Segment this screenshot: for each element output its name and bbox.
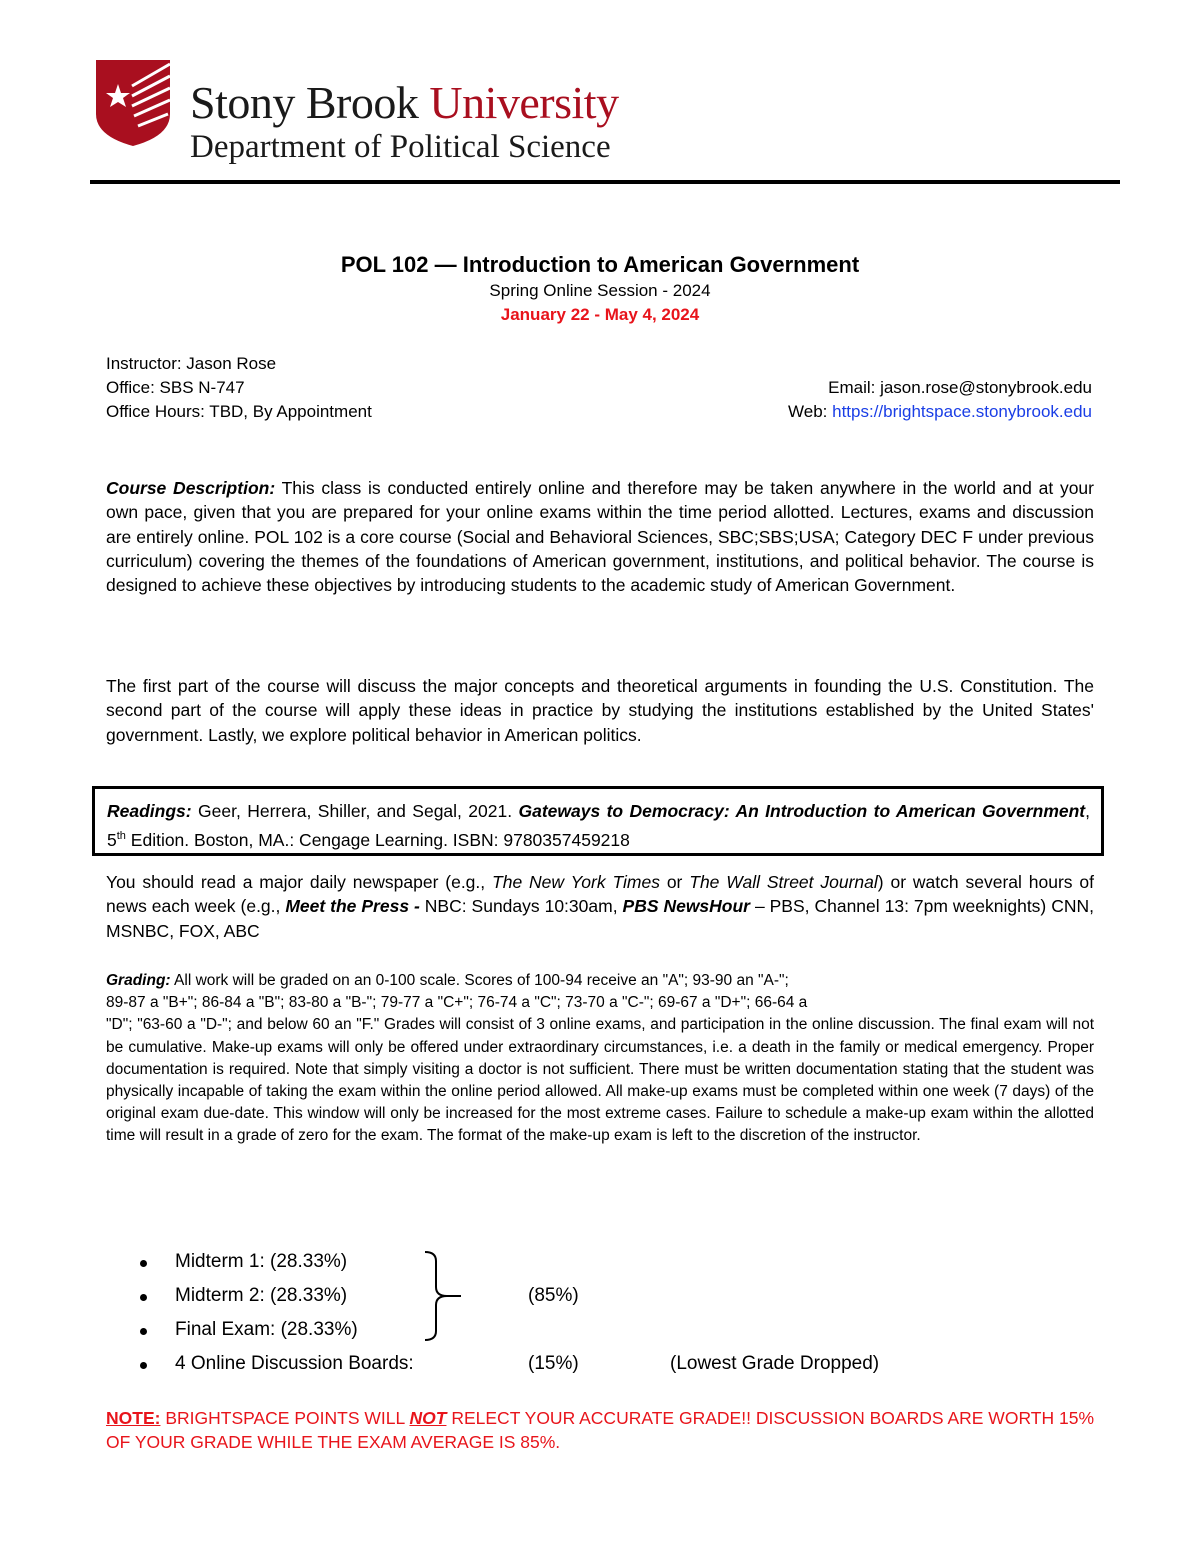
- textbook-title: Gateways to Democracy: An Introduction to American Government: [518, 801, 1086, 821]
- university-shield-logo: [92, 56, 174, 148]
- readings-box: Readings: Geer, Herrera, Shiller, and Segal, 2021. Gateways to Democracy: An Introduction to American Government, 5th Edition. Boston, MA.: Cengage Learning. ISBN: 9780357459218: [92, 786, 1104, 856]
- website-line: Web: https://brightspace.stonybrook.edu: [788, 402, 1092, 421]
- news-paragraph: You should read a major daily newspaper (e.g., The New York Times or The Wall Street Journal) or watch several hours of news each week (e.g., Meet the Press - NBC: Sundays 10:30am, PBS NewsHour – PBS, Channel 13: 7pm weeknights) CNN, MSNBC, FOX, ABC: [106, 872, 1094, 941]
- list-item: 4 Online Discussion Boards: (15%) (Lowest Grade Dropped): [140, 1347, 1100, 1381]
- curly-brace-icon: [423, 1249, 463, 1343]
- course-dates: January 22 - May 4, 2024: [500, 305, 700, 324]
- course-description-text: This class is conducted entirely online and therefore may be taken anywhere in the world and at your own pace, given that you are prepared for your online exams within the time period allotted. Lectures, exams and discussion are entirely online. POL 102 is a core course (Social and Behavioral Sciences, SBC;SBS;USA; Category DEC F under previous curriculum) covering the themes of the foundations of American government, institutions, and political behavior. The course is designed to achieve these objectives by introducing students to the academic study of American Government.: [106, 478, 1094, 596]
- grade-weights-list: [140, 1245, 1100, 1381]
- website-link[interactable]: https://brightspace.stonybrook.edu: [832, 402, 1092, 421]
- course-title: POL 102 — Introduction to American Government: [340, 252, 860, 277]
- office-hours: Office Hours: TBD, By Appointment: [106, 402, 372, 421]
- letterhead: [90, 52, 1120, 192]
- list-item: Midterm 1: (28.33%): [140, 1245, 1100, 1279]
- course-description: [106, 476, 1094, 597]
- readings-label: Readings:: [107, 801, 192, 821]
- department-name: Department of Political Science: [190, 129, 611, 165]
- grading-policy: Grading: All work will be graded on an 0-100 scale. Scores of 100-94 receive an "A"; 93-90 an "A-"; 89-87 a "B+"; 86-84 a "B"; 83-80 a "B-"; 79-77 a "C+"; 76-74 a "C"; 73-70 a "C-"; 69-67 a "D+"; 66-64 a "D"; "63-60 a "D-"; and below 60 an "F." Grades will consist of 3 online exams, and participation in the online discussion. The final exam will not be cumulative. Make-up exams will only be offered under extraordinary circumstances, i.e. a death in the family or medical emergency. Proper documentation is required. Note that simply visiting a doctor is not sufficient. There must be written documentation stating that the student was physically incapable of taking the exam within the online period allowed. All make-up exams must be completed within one week (7 days) of the original exam due-date. This window will only be increased for the most extreme cases. Failure to schedule a make-up exam within the allotted time will result in a grade of zero for the exam. The format of the make-up exam is left to the discretion of the instructor.: [106, 972, 1094, 1145]
- list-item: Midterm 2: (28.33%): [140, 1279, 1100, 1313]
- course-parts-paragraph: The first part of the course will discuss the major concepts and theoretical arguments in founding the U.S. Constitution. The second part of the course will apply these ideas in practice by studying the institutions established by the United States' government. Lastly, we explore political behavior in American politics.: [106, 676, 1094, 745]
- course-description-label: Course Description:: [106, 478, 276, 498]
- course-session: Spring Online Session - 2024: [489, 281, 711, 300]
- title-block: [0, 252, 1200, 326]
- office-location: Office: SBS N-747: [106, 378, 245, 397]
- grading-label: Grading:: [106, 972, 171, 989]
- grade-note: NOTE: BRIGHTSPACE POINTS WILL NOT RELECT YOUR ACCURATE GRADE!! DISCUSSION BOARDS ARE WORTH 15% OF YOUR GRADE WHILE THE EXAM AVERAGE IS 85%.: [106, 1408, 1095, 1452]
- university-name: Stony Brook University: [190, 77, 619, 128]
- instructor-email: Email: jason.rose@stonybrook.edu: [828, 378, 1092, 397]
- exam-total-weight: (85%): [528, 1285, 579, 1306]
- list-item: Final Exam: (28.33%): [140, 1313, 1100, 1347]
- header-rule: [90, 180, 1120, 184]
- instructor-info: [106, 352, 1092, 424]
- instructor-name: Instructor: Jason Rose: [106, 354, 277, 373]
